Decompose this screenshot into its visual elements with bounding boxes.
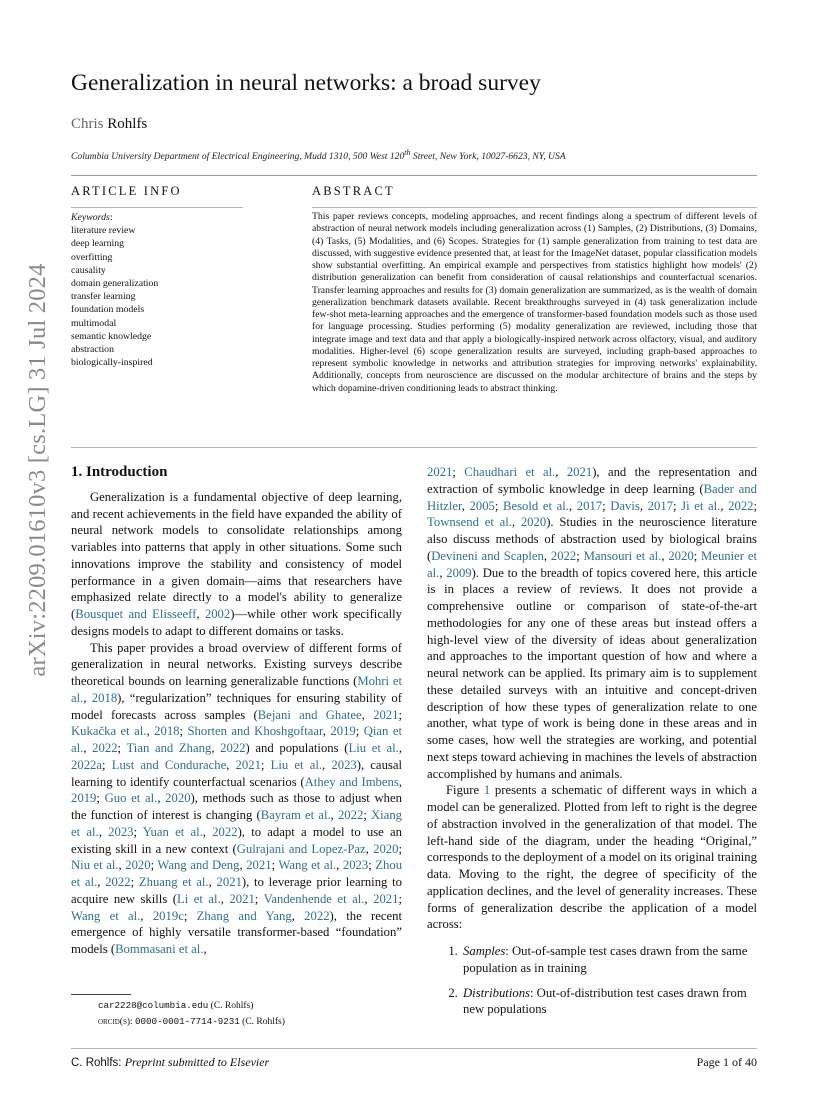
body-text: ;	[398, 707, 402, 722]
body-text: ;	[102, 757, 112, 772]
keyword-item: transfer learning	[71, 291, 136, 303]
citation-link[interactable]: Mansouri et al.	[583, 548, 662, 563]
body-text: ,	[720, 498, 729, 513]
footer-author: C. Rohlfs:	[71, 1057, 125, 1069]
list-item-term: Samples	[463, 944, 506, 958]
keywords-list	[71, 224, 158, 369]
keywords-block	[71, 211, 158, 369]
citation-link[interactable]: 2022	[105, 875, 131, 889]
body-text: ;	[117, 741, 127, 755]
body-text: ;	[398, 841, 402, 856]
body-text: ,	[322, 757, 332, 772]
body-text: ;	[753, 498, 758, 513]
citation-link[interactable]: 2021	[566, 465, 593, 479]
citation-link[interactable]: Athey and Imbens	[304, 774, 399, 789]
citation-link[interactable]: 2022	[728, 498, 754, 513]
citation-link[interactable]: 2021	[235, 757, 261, 772]
citation-link[interactable]: Wang et al.	[278, 858, 337, 873]
body-text: ;	[355, 724, 364, 739]
keyword-item: causality	[71, 264, 106, 276]
citation-link[interactable]: Kukačka et al.	[71, 724, 147, 739]
abstract-rule	[312, 207, 757, 208]
body-text: )—while other work specifically designs models to adapt to different domains or tasks.	[71, 607, 402, 638]
citation-link[interactable]: 2021	[373, 891, 399, 906]
body-text: ;	[673, 498, 682, 513]
paper-title: Generalization in neural networks: a broad survey	[71, 70, 541, 96]
body-text: ). Due to the breadth of topics covered here, this article is in places a review of reviews. It does not provide a comprehensive outline or comparison of state-of-the-art methodologies for any one of these areas but instead offers a high-level view of the diversity of ideas about generalization and approaches to the important question of how and where a neural network can be applied. Its primary aim is to supplement these detailed surveys with an intuitive and concept-driven description of how these types of generalization relate to one another, what type of work is being done in these areas and in some cases, how well the strategies are working, and potential next steps toward achieving in machines the levels of abstraction accomplished by humans and animals.	[427, 565, 757, 781]
body-text: ;	[693, 548, 702, 563]
affiliation-superscript: th	[404, 148, 411, 157]
body-text: ;	[150, 858, 158, 873]
citation-link[interactable]: Zhou et al.	[71, 858, 403, 889]
body-text: ,	[555, 465, 567, 479]
list-item-text: : Out-of-sample test cases drawn from the same population as in training	[463, 944, 748, 975]
citation-link[interactable]: 2021	[427, 465, 453, 479]
citation-link[interactable]: Ji et al.	[681, 498, 721, 513]
body-text: ), and the representation and extraction of symbolic knowledge in deep learning (	[427, 465, 757, 496]
orcid-label: orcid(s):	[98, 1017, 136, 1027]
citation-link[interactable]: Lust and Condurache	[111, 757, 227, 772]
citation-link[interactable]: Liu et al.	[270, 757, 323, 772]
keyword-item: literature review	[71, 225, 136, 237]
citation-link[interactable]: Guo et al.	[104, 791, 158, 806]
citation-link[interactable]: 2023	[342, 858, 369, 873]
citation-link[interactable]: 2021	[373, 707, 399, 722]
abstract-text: This paper reviews concepts, modeling approaches, and recent findings along a spectrum of different levels of abstraction of neural network models including generalization across (1) Samples, (2) Distributions, (3) Domains, (4) Tasks, (5) Modalities, and (6) Scopes. Strategies for (1) sample generalization from training to test data are discussed, with suggestive evidence presented that, at least for the ImageNet dataset, popular classification models show substantial overfitting. An empirical example and perspectives from statistics highlight how models' (2) distribution generalization can benefit from consideration of causal relationships and counterfactual scenarios. Transfer learning approaches and results for (3) domain generalization are summarized, as is the wealth of domain generalization benchmark datasets available. Recent breakthroughs surveyed in (4) task generalization include few-shot meta-learning approaches and the emergence of transformer-based foundation models such as those used for language processing. Studies performing (5) modality generalization are reviewed, including those that integrate image and text data and that apply a biologically-inspired network across olfactory, visual, and auditory modalities. Higher-level (6) scope generalization results are surveyed, including graph-based approaches to represent symbolic knowledge in networks and attribution strategies for improving networks' explainability. Additionally, concepts from neuroscience are discussed on the modular architecture of brains and the steps by which dopamine-driven conditioning leads to abstract thinking.	[312, 211, 757, 394]
citation-link[interactable]: Bommasani et al.	[115, 942, 204, 956]
body-text: ,	[361, 707, 374, 722]
body-text: This paper provides a broad overview of different forms of generalization in neural networks. Existing surveys describe theoretical bounds on learning generalizable functions (	[71, 640, 402, 688]
body-text: ,	[322, 724, 331, 739]
citation-link[interactable]: Mohri et al.	[71, 674, 402, 705]
body-text: ;	[183, 908, 197, 923]
citation-link[interactable]: Zhang and Yang	[196, 908, 292, 923]
body-text: ,	[639, 498, 648, 513]
citation-link[interactable]: 2023	[331, 757, 357, 772]
author-name	[71, 116, 147, 133]
citation-link[interactable]: 2017	[647, 498, 674, 513]
body-text: ,	[511, 515, 521, 530]
citation-link[interactable]: 2022	[212, 824, 238, 839]
citation-link[interactable]: 2017	[576, 498, 603, 513]
citation-link[interactable]: Wang et al.	[71, 908, 141, 923]
body-text: ;	[602, 498, 611, 513]
citation-link[interactable]: Zhuang et al.	[138, 875, 209, 889]
list-item	[461, 943, 757, 977]
footer-venue: Preprint submitted to Elsevier	[124, 1055, 270, 1069]
citation-link[interactable]: Bayram et al.	[260, 808, 331, 822]
arxiv-stamp-text: arXiv:2209.01610v3 [cs.LG] 31 Jul 2024	[24, 263, 51, 677]
citation-link[interactable]: Xiang et al.	[71, 808, 403, 839]
citation-link[interactable]: Wang and Deng	[157, 858, 240, 873]
keyword-item: deep learning	[71, 238, 125, 250]
body-text: ,	[291, 908, 305, 923]
body-text: ,	[239, 858, 247, 873]
citation-link[interactable]: Davis	[610, 498, 640, 513]
body-text: ,	[208, 875, 217, 889]
body-text: ), “regularization” techniques for ensuring stability of model forecasts across samples (	[71, 690, 403, 722]
body-text: ,	[364, 891, 374, 906]
citation-link[interactable]: 2021	[216, 875, 242, 889]
list-item-text: : Out-of-distribution test cases drawn from new populations	[463, 985, 747, 1017]
citation-link[interactable]: Bousquet and Elisseeff	[75, 607, 197, 621]
citation-link[interactable]: Gulrajani and Lopez-Paz	[236, 841, 366, 856]
citation-link[interactable]: 2009	[446, 565, 472, 580]
body-text: ;	[260, 757, 271, 772]
citation-link[interactable]: 2021	[246, 858, 272, 873]
body-text: ,	[568, 498, 577, 513]
body-text: ,	[157, 791, 166, 806]
intro-paragraph-1	[71, 489, 402, 640]
affiliation	[71, 148, 566, 162]
body-text: ), to adapt a model to use an existing skill in a new context (	[71, 824, 403, 856]
citation-link[interactable]: Vandenhende et al.	[263, 891, 365, 906]
citation-link[interactable]: Li et al.	[176, 891, 221, 906]
body-text: ,	[330, 808, 338, 822]
keyword-item: multimodal	[71, 317, 117, 329]
body-text: ,	[98, 824, 109, 839]
citation-link[interactable]: 2022	[550, 548, 577, 563]
keywords-label: Keywords:	[71, 212, 113, 223]
citation-link[interactable]: 2022	[304, 908, 330, 923]
body-text: ,	[365, 841, 374, 856]
citation-link[interactable]: 2019c	[152, 908, 184, 923]
footer-divider	[71, 1048, 757, 1049]
affiliation-text: Columbia University Department of Electrical Engineering, Mudd 1310, 500 West 120	[71, 151, 405, 163]
citation-link[interactable]: 2005	[469, 498, 495, 513]
keyword-item: semantic knowledge	[71, 330, 152, 342]
body-text: ;	[130, 875, 139, 889]
citation-link[interactable]: Liu et al.	[348, 741, 399, 755]
citation-link[interactable]: 2020	[373, 841, 399, 856]
body-text: ;	[494, 498, 504, 513]
body-text: ;	[363, 808, 371, 822]
keyword-item: abstraction	[71, 344, 114, 356]
body-text: ;	[133, 824, 143, 839]
citation-link[interactable]: 2020	[125, 858, 151, 873]
body-text: Figure	[446, 783, 484, 798]
body-text: ,	[97, 875, 106, 889]
section-title: Introduction	[86, 464, 168, 480]
body-text: ,	[146, 724, 155, 739]
body-text: ), the recent emergence of highly versatile transformer-based “foundation” models (	[71, 908, 403, 956]
citation-link[interactable]: 2022a	[71, 757, 103, 772]
citation-link[interactable]: 2020	[520, 515, 547, 530]
keyword-item: biologically-inspired	[71, 357, 153, 369]
list-item-term: Distributions	[463, 985, 530, 1000]
body-text: ;	[254, 891, 264, 906]
orcid-footnote	[98, 1014, 285, 1030]
citation-link[interactable]: Devineni and Scaplen	[431, 548, 544, 563]
citation-link[interactable]: 2022	[220, 741, 246, 755]
arxiv-identifier-stamp	[18, 260, 58, 680]
citation-link[interactable]: Shorten and Khoshgoftaar	[187, 724, 323, 739]
body-text: ,	[336, 858, 343, 873]
citation-link[interactable]: Bader and Hitzler	[427, 481, 757, 513]
citation-link[interactable]: Meunier et al.	[427, 548, 758, 580]
footnote-rule	[71, 994, 131, 995]
section-number: 1.	[71, 464, 83, 480]
body-text: ,	[196, 607, 205, 621]
intro-paragraph-3	[427, 782, 757, 933]
citation-link[interactable]: Qian et al.	[71, 724, 403, 755]
citation-link[interactable]: 2019	[330, 724, 356, 739]
footer-citation	[71, 1055, 269, 1070]
body-text: ,	[661, 548, 669, 563]
body-text: ,	[398, 774, 402, 789]
citation-link[interactable]: 2023	[108, 824, 134, 839]
body-text: presents a schematic of different ways in which a model can be generalized. Plotted from left to right is the degree of abstraction involved in the generalization of that model. The left-hand side of the diagram, under the heading “Original,” corresponds to the deployment of a model on its original training data. Moving to the right, the degree of specificity of the application declines, and the level of generality increases. These forms of generalization describe the application of a model across:	[427, 783, 757, 932]
body-text: ;	[271, 858, 279, 873]
list-item	[461, 985, 757, 1019]
article-info-rule	[71, 207, 243, 208]
footnotes	[98, 998, 285, 1030]
body-text: ,	[83, 690, 92, 705]
body-text: ,	[543, 548, 551, 563]
citation-link[interactable]: 2022	[337, 808, 364, 822]
generalization-list	[427, 943, 757, 1018]
body-text: ,	[83, 741, 93, 755]
body-text: ), to leverage prior learning to acquire new skills (	[71, 875, 402, 906]
affiliation-tail: Street, New York, 10027-6623, NY, USA	[410, 151, 566, 163]
citation-link[interactable]: Besold et al.	[503, 498, 569, 513]
body-text: ,	[118, 858, 126, 873]
keyword-item: overfitting	[71, 251, 113, 263]
citation-link[interactable]: 2018	[154, 724, 180, 739]
keyword-item: foundation models	[71, 304, 145, 316]
body-text: ;	[96, 791, 105, 806]
email-owner: (C. Rohlfs)	[208, 1001, 254, 1011]
orcid-id[interactable]: 0000-0001-7714-9231	[135, 1016, 240, 1027]
body-text: ,	[461, 498, 470, 513]
citation-link[interactable]: Townsend et al.	[427, 515, 512, 530]
body-text: ), methods such as those to adjust when the function of interest is changing (	[71, 791, 403, 822]
body-right-column	[427, 464, 757, 1026]
author-first-name: Chris	[71, 116, 104, 132]
body-text: ,	[220, 891, 230, 906]
citation-link[interactable]: 2020	[165, 791, 191, 806]
citation-link[interactable]: Tian and Zhang	[126, 741, 212, 755]
body-text: ,	[439, 565, 447, 580]
body-text: ;	[179, 724, 188, 739]
citation-link[interactable]: 2020	[668, 548, 694, 563]
citation-link[interactable]: 2019	[71, 791, 97, 806]
citation-link[interactable]: 2021	[229, 891, 255, 906]
citation-link[interactable]: 2022	[92, 741, 118, 755]
citation-link[interactable]: Chaudhari et al.	[464, 465, 556, 479]
abstract-divider	[71, 447, 757, 448]
body-text: ,	[203, 942, 207, 956]
email-footnote	[98, 998, 285, 1014]
page-number: Page 1 of 40	[696, 1055, 757, 1069]
citation-link[interactable]: 1	[483, 783, 491, 798]
orcid-owner: (C. Rohlfs)	[239, 1017, 285, 1027]
citation-link[interactable]: Bejani and Ghatee	[257, 707, 362, 722]
body-text: ,	[140, 908, 153, 923]
body-text: ,	[226, 757, 236, 772]
body-text: ;	[398, 891, 402, 906]
body-text: ). Studies in the neuroscience literature also discuss methods of abstraction used by biological brains (	[427, 515, 757, 563]
body-text: ;	[576, 548, 584, 563]
body-text: ) and populations (	[245, 741, 349, 755]
section-heading	[71, 464, 402, 481]
intro-paragraph-2	[71, 640, 402, 958]
email-address[interactable]: car2228@columbia.edu	[98, 1000, 209, 1011]
body-text: ;	[368, 858, 376, 873]
body-text: ,	[398, 741, 403, 755]
body-text: ,	[202, 824, 213, 839]
citation-link[interactable]: 2018	[91, 690, 118, 705]
header-divider	[71, 175, 757, 176]
citation-link[interactable]: Yuan et al.	[142, 824, 203, 839]
body-text: ;	[452, 465, 465, 479]
intro-paragraph-2-continued	[427, 464, 757, 782]
citation-link[interactable]: 2002	[204, 607, 231, 621]
article-info-heading: ARTICLE INFO	[71, 184, 182, 198]
body-left-column	[71, 464, 402, 958]
body-text: Generalization is a fundamental objective of deep learning, and recent achievements in the field have expanded the ability of neural network models to consolidate relationships among variables into patterns that apply in other situations. Some such innovations improve the stability and consistency of model performance in a given domain—aims that researchers have emphasized relate directly to a model's ability to generalize (	[71, 489, 402, 621]
body-text: ), causal learning to identify counterfactual scenarios (	[71, 757, 403, 789]
keyword-item: domain generalization	[71, 278, 159, 290]
abstract-heading: ABSTRACT	[312, 184, 395, 198]
author-last-name: Rohlfs	[107, 116, 148, 132]
citation-link[interactable]: Niu et al.	[71, 858, 119, 873]
body-text: ,	[211, 741, 221, 755]
